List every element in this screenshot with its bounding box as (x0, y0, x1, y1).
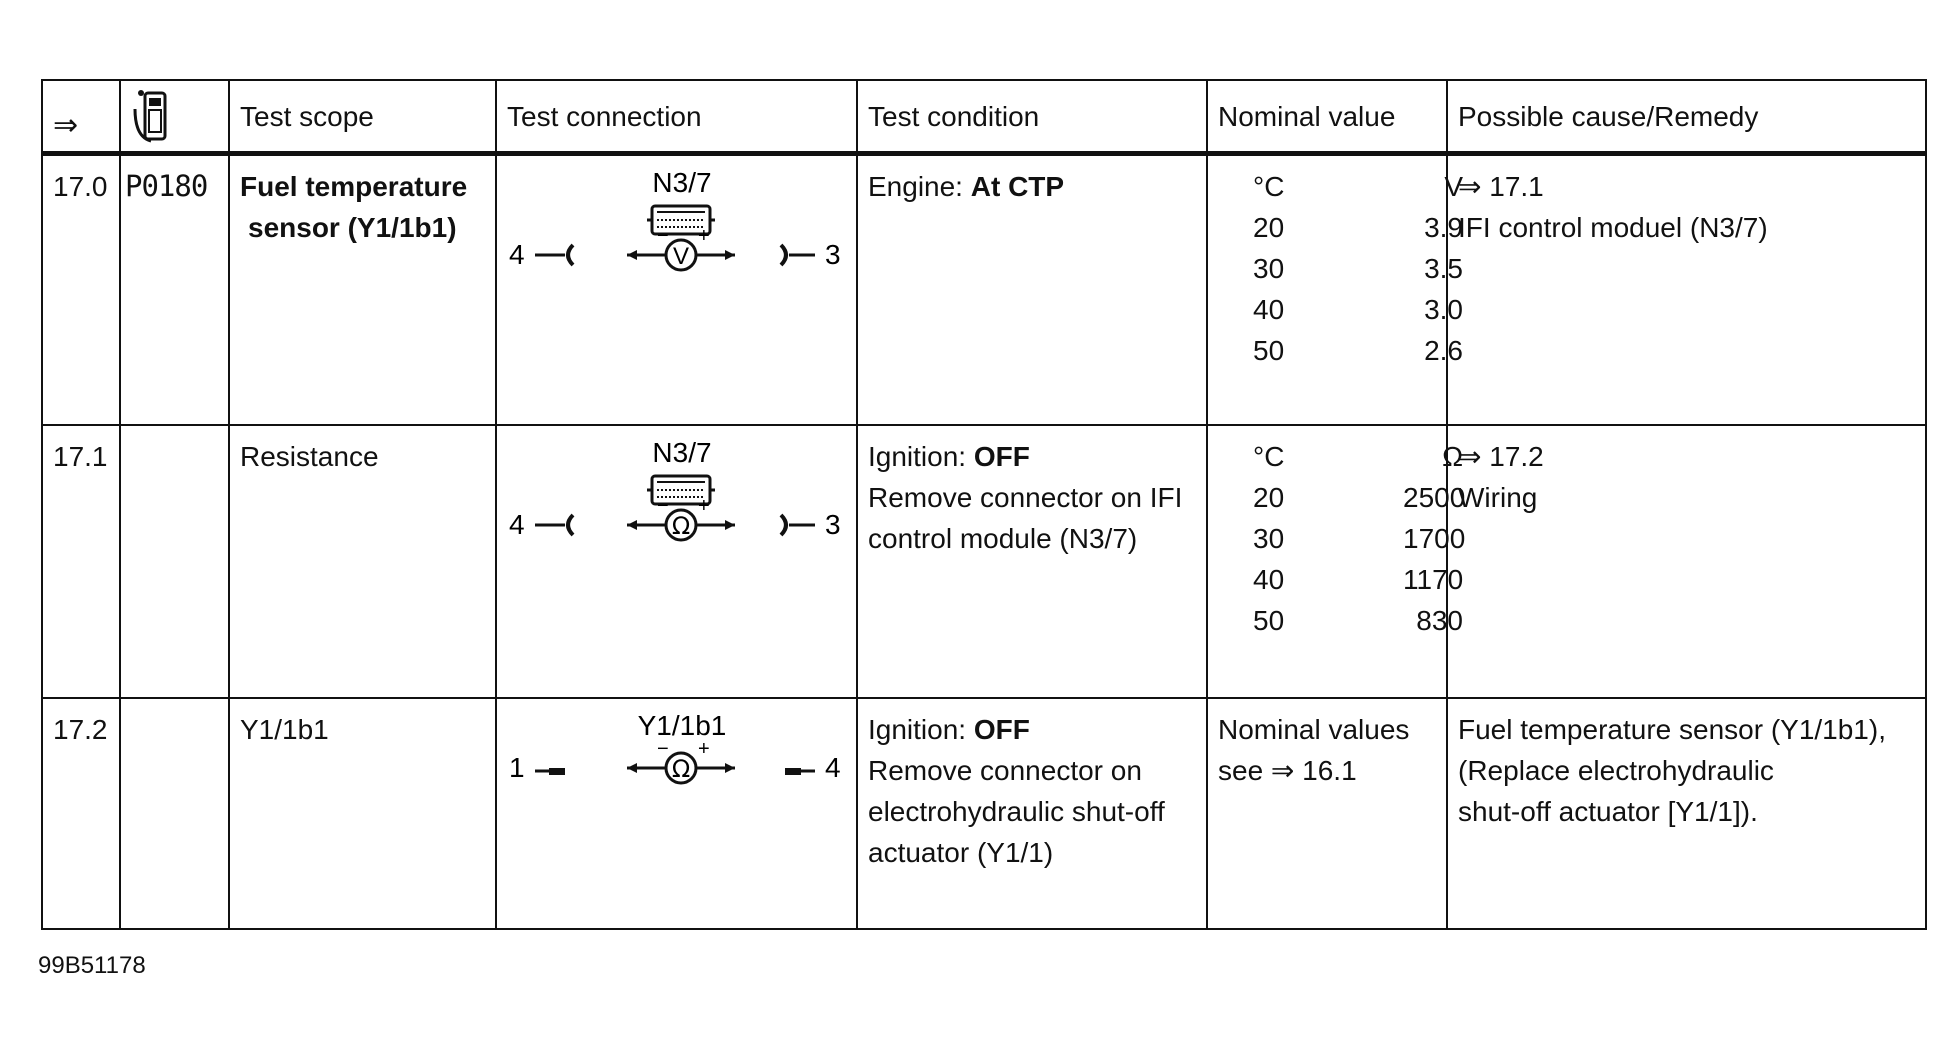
condition-line: control module (N3/7) (868, 522, 1138, 554)
right-socket-icon (781, 245, 815, 265)
component-label: N3/7 (652, 436, 712, 468)
meter-symbol: Ω (671, 511, 691, 540)
nominal-unit-temp: °C (1253, 171, 1285, 203)
right-pin: 3 (825, 239, 841, 271)
header-test-scope: Test scope (229, 80, 496, 154)
condition-line: Remove connector on IFI (868, 481, 1183, 513)
left-pin: 4 (509, 508, 525, 540)
condition-line: actuator (Y1/1) (868, 837, 1054, 869)
nominal-unit: Ω (1442, 440, 1463, 472)
test-condition (857, 698, 1207, 929)
dtc-code (120, 698, 229, 929)
condition-value: OFF (973, 714, 1030, 746)
nominal-temp: 30 (1253, 522, 1285, 554)
diagnostic-table (41, 79, 1927, 930)
svg-text:+: + (698, 738, 710, 761)
possible-cause (1447, 698, 1926, 929)
nominal-temp: 30 (1253, 253, 1285, 285)
header-arrow: ⇒ (42, 80, 120, 154)
nominal-unit-temp: °C (1253, 440, 1285, 472)
table-row (42, 425, 1926, 698)
header-test-connection: Test connection (496, 80, 857, 154)
component-label: Y1/1b1 (637, 710, 727, 742)
right-plug-icon (785, 768, 815, 775)
left-socket-icon (535, 515, 573, 535)
dtc-code (120, 425, 229, 698)
test-scope (229, 425, 496, 698)
header-tester (120, 80, 229, 154)
scope-line: Resistance (240, 440, 379, 472)
test-connection (496, 698, 857, 929)
figure-id: 99B51178 (38, 952, 146, 979)
nominal-table (1208, 156, 1463, 371)
cause-line: ⇒ 17.1 (1458, 171, 1544, 203)
cause-line: Fuel temperature sensor (Y1/1b1), (1458, 714, 1886, 746)
step-number: 17.0 (42, 154, 120, 425)
left-plug-icon (535, 768, 565, 775)
left-socket-icon (535, 245, 573, 265)
connection-diagram (497, 426, 856, 697)
test-connection (496, 154, 857, 425)
test-condition (857, 425, 1207, 698)
test-scope (229, 154, 496, 425)
right-socket-icon (781, 515, 815, 535)
connection-diagram (497, 699, 856, 928)
svg-text:+: + (698, 494, 710, 517)
test-condition (857, 154, 1207, 425)
cause-line: (Replace electrohydraulic (1458, 755, 1774, 787)
nominal-value (1207, 154, 1463, 425)
svg-text:−: − (657, 494, 669, 517)
condition-label: Engine: (868, 171, 971, 203)
header-test-condition: Test condition (857, 80, 1207, 154)
nominal-temp: 20 (1253, 212, 1285, 244)
condition-line: electrohydraulic shut-off (868, 796, 1165, 828)
hand-held-tester-icon (131, 89, 181, 145)
voltmeter-icon (627, 225, 735, 270)
right-pin: 3 (825, 508, 841, 540)
nominal-text-line: Nominal values (1218, 714, 1410, 746)
nominal-reading: 3.9 (1424, 212, 1463, 244)
possible-cause (1447, 154, 1926, 425)
possible-cause (1447, 425, 1926, 698)
header-row (42, 80, 1926, 154)
nominal-reading: 1170 (1403, 563, 1464, 595)
scope-line: Fuel temperature (240, 171, 468, 203)
nominal-reading: 1700 (1403, 522, 1466, 554)
condition-label: Ignition: (868, 440, 974, 472)
cause-line: shut-off actuator [Y1/1]). (1458, 796, 1758, 828)
table-row (42, 698, 1926, 929)
right-pin: 4 (825, 752, 841, 784)
component-label: N3/7 (652, 167, 712, 199)
condition-line: Remove connector on (868, 755, 1142, 787)
svg-text:+: + (698, 225, 710, 248)
nominal-reading: 2.6 (1424, 335, 1463, 367)
left-pin: 1 (509, 752, 525, 784)
test-scope (229, 698, 496, 929)
svg-text:−: − (657, 225, 669, 248)
meter-symbol: V (672, 243, 690, 271)
dtc-code: P0180 (120, 154, 229, 425)
nominal-temp: 20 (1253, 481, 1285, 513)
nominal-reading: 3.5 (1424, 253, 1463, 285)
ohmmeter-icon (627, 495, 735, 540)
header-nominal-value: Nominal value (1207, 80, 1447, 154)
left-pin: 4 (509, 239, 525, 271)
nominal-reading: 2500 (1403, 481, 1466, 513)
nominal-value (1207, 698, 1447, 929)
nominal-temp: 40 (1253, 563, 1285, 595)
test-connection (496, 425, 857, 698)
connection-diagram (497, 156, 856, 424)
nominal-temp: 50 (1253, 604, 1285, 636)
nominal-reading: 3.0 (1424, 294, 1463, 326)
nominal-unit: V (1444, 171, 1463, 203)
condition-label: Ignition: (868, 714, 974, 746)
nominal-temp: 50 (1253, 335, 1285, 367)
condition-value: OFF (973, 440, 1030, 472)
scope-line: Y1/1b1 (240, 714, 329, 746)
ohmmeter-icon (627, 738, 735, 783)
step-number: 17.1 (42, 425, 120, 698)
step-number: 17.2 (42, 698, 120, 929)
nominal-table (1208, 426, 1466, 641)
svg-text:−: − (657, 738, 669, 761)
table-row (42, 154, 1926, 425)
nominal-value (1207, 425, 1466, 698)
cause-line: IFI control moduel (N3/7) (1458, 212, 1768, 244)
nominal-text-line: see ⇒ 16.1 (1218, 755, 1357, 787)
condition-value: At CTP (970, 171, 1065, 203)
cause-line: ⇒ 17.2 (1458, 440, 1544, 472)
nominal-temp: 40 (1253, 294, 1285, 326)
scope-line: sensor (Y1/1b1) (248, 212, 457, 244)
meter-symbol: Ω (671, 755, 691, 784)
cause-line: Wiring (1458, 481, 1538, 513)
header-possible-cause: Possible cause/Remedy (1447, 80, 1926, 154)
nominal-reading: 830 (1416, 604, 1463, 636)
